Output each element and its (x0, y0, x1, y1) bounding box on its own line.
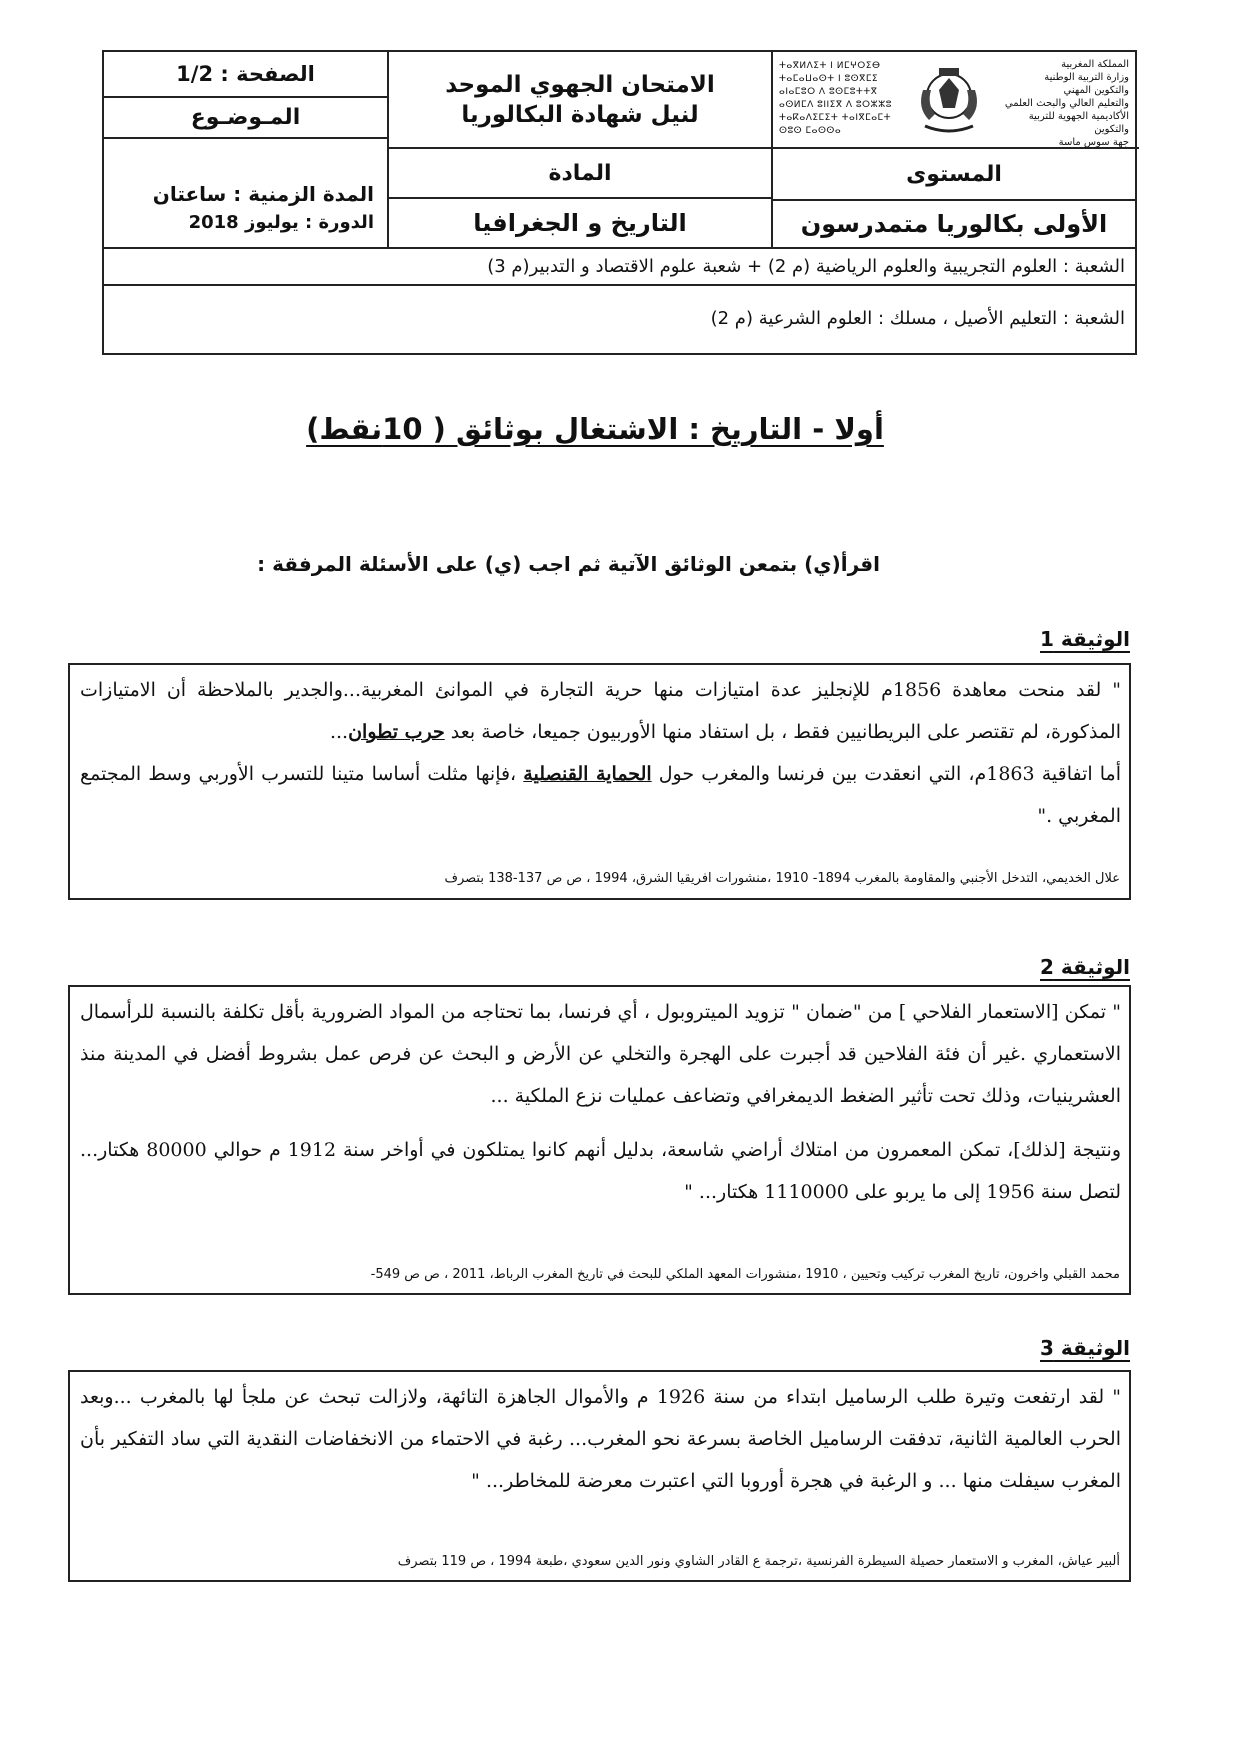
duration-session-block (104, 140, 374, 245)
document-3-text: " لقد ارتفعت وتيرة طلب الرساميل ابتداء من سنة 1926 م والأموال الجاهزة التائهة، ولازالت تبحث عن ملجأ لها بالمغرب ...وبعد الحرب العالمية الثانية، تدفقت الرساميل الخاصة بسرعة نحو المغرب... رغبة في الاحتماء من الانخفاضات النقدية التي ساد التفكير بأن المغرب سيفلت منها ... و الرغبة في هجرة أوروبا التي اعتبرت معرضة للمخاطر... " (80, 1386, 1121, 1492)
document-3-label: الوثيقة 3 (1040, 1336, 1130, 1360)
exam-title-line1: الامتحان الجهوي الموحد (445, 71, 715, 98)
level-name: الأولى بكالوريا متمدرسون (800, 210, 1108, 238)
page-number: الصفحة : 1/2 (176, 62, 315, 86)
subject-heading: المادة (548, 160, 612, 186)
underlined-term: الحماية القنصلية (523, 763, 652, 785)
document-2-label: الوثيقة 2 (1040, 955, 1130, 979)
document-1-source: علال الخديمي، التدخل الأجنبي والمقاومة بالمغرب 1894- 1910 ،منشورات افريقيا الشرق، 1994 ، ص ص 137-138 بتصرف (444, 871, 1120, 886)
document-2-box (68, 985, 1131, 1295)
subject-name: التاريخ و الجغرافيا (473, 209, 687, 237)
subject-label: المـوضـوع (190, 105, 301, 130)
underlined-term: حرب تطوان (348, 721, 445, 743)
document-3-box (68, 1370, 1131, 1582)
exam-title (389, 52, 771, 147)
ministry-logo-block (773, 54, 1135, 147)
duration: المدة الزمنية : ساعتان (152, 182, 374, 206)
coat-of-arms-icon (913, 60, 985, 138)
header-divider-horizontal (104, 284, 1135, 286)
document-2-source: محمد القبلي واخرون، تاريخ المغرب تركيب وتحيين ، 1910 ،منشورات المعهد الملكي للبحث في تاريخ المغرب الرباط، 2011 ، ص ص 549- (370, 1267, 1120, 1282)
exam-title-line2: لنيل شهادة البكالوريا (461, 101, 699, 128)
header-divider-horizontal (104, 137, 387, 139)
document-1-box (68, 663, 1131, 900)
document-3-source: ألبير عياش، المغرب و الاستعمار حصيلة السيطرة الفرنسية ،ترجمة ع القادر الشاوي ونور الدين سعودي ،طبعة 1994 ، ص 119 بتصرف (397, 1554, 1120, 1569)
document-1-text: " لقد منحت معاهدة 1856م للإنجليز عدة امتيازات منها حرية التجارة في الموانئ المغربية...والجدير بالملاحظة أن الامتيازات المذكورة، لم تقتصر على البريطانيين فقط ، بل استفاد منها الأوربيون جميعا، خاصة بعد حرب تطوان... أما اتفاقية 1863م، التي انعقدت بين فرنسا والمغرب حول الحماية القنصلية ،فإنها مثلت أساسا متينا للتسرب الأوربي وسط المجتمع المغربي ." (80, 679, 1122, 827)
document-1-label: الوثيقة 1 (1040, 627, 1130, 651)
level-heading: المستوى (906, 161, 1002, 187)
tifinagh-ministry-name: ⵜⴰⴳⵍⴷⵉⵜ ⵏ ⵍⵎⵖⵔⵉⴱ ⵜⴰⵎⴰⵡⴰⵙⵜ ⵏ ⵓⵙⴳⵎⵉ ⴰⵏⴰⵎⵓⵔ ⴷ ⵓⵙⵎⵓⵜⵜⴳ ⴰⵙⵍⵎⴷ ⵓⵏⵏⵉⴳ ⴷ ⵓⵔⵣⵣⵓ ⵜⴰⴽⴰⴷⵉⵎⵉⵜ ⵜⴰⵏⴳⵎⴰⵎⵜ ⵙⵓⵙ ⵎⴰⵙⵙⴰ (779, 61, 892, 136)
branch-line-2: الشعبة : التعليم الأصيل ، مسلك : العلوم الشرعية (م 2) (710, 308, 1125, 329)
branch-line-1: الشعبة : العلوم التجريبية والعلوم الرياضية (م 2) + شعبة علوم الاقتصاد و التدبير(م 3) (487, 256, 1125, 277)
session: الدورة : يوليوز 2018 (188, 212, 374, 233)
document-2-text: " تمكن [الاستعمار الفلاحي ] من "ضمان " تزويد الميتروبول ، أي فرنسا، بما تحتاجه من المواد الضرورية بأقل تكلفة بالنسبة للرأسمال الاستعماري .غير أن فئة الفلاحين قد أجبرت على الهجرة والتخلي عن الأرض و البحث عن فرص عمل بشروط أفضل في المدينة منذ العشرينيات، وذلك تحت تأثير الضغط الديمغرافي وتضاعف عمليات نزع الملكية ... ونتيجة [لذلك]، تمكن المعمرون من امتلاك أراضي شاسعة، بدليل أنهم كانوا يمتلكون في أواخر سنة 1912 م حوالي 80000 هكتار... لتصل سنة 1956 إلى ما يربو على 1110000 هكتار... " (80, 1001, 1121, 1203)
instruction: اقرأ(ي) بتمعن الوثائق الآتية ثم اجب (ي) على الأسئلة المرفقة : (257, 552, 880, 576)
exam-header-table (102, 50, 1137, 355)
ministry-name: المملكة المغربية وزارة التربية الوطنية والتكوين المهني والتعليم العالي والبحث العلمي الأكاديمية الجهوية للتربية والتكوين جهة سوس ماسة (1004, 59, 1129, 148)
section-title: أولا - التاريخ : الاشتغال بوثائق ( 10نقط) (306, 412, 884, 446)
